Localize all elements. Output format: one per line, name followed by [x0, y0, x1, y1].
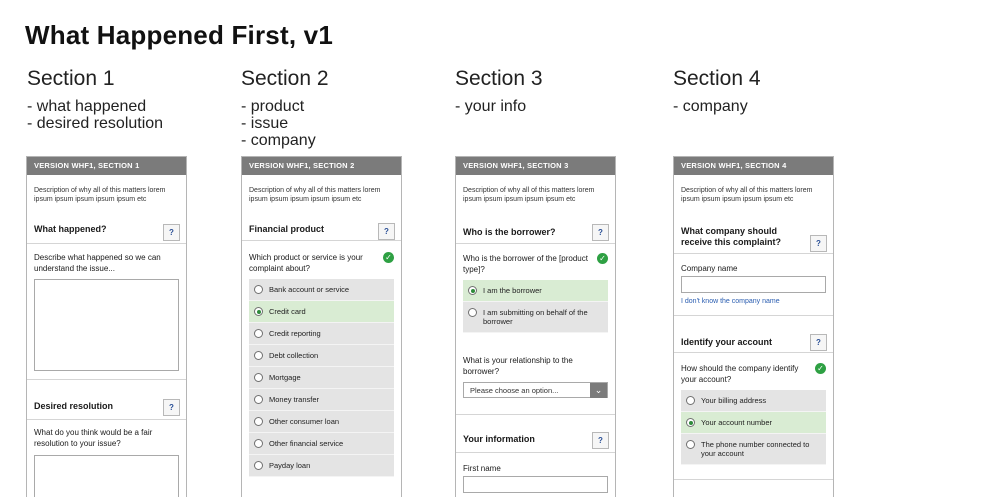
question-title: What company should receive this complaint?: [681, 226, 782, 247]
option-label: Your account number: [701, 418, 773, 427]
divider: [674, 315, 833, 316]
radio-icon: [468, 308, 477, 317]
question-title: Financial product: [249, 224, 325, 234]
question-prompt: What do you think would be a fair resolution to your issue?: [34, 428, 153, 448]
question-prompt-text: Which product or service is your complaint about?: [249, 253, 363, 273]
form-panel-section-3: [455, 156, 616, 497]
option-label: Other consumer loan: [269, 417, 340, 426]
radio-option-selected[interactable]: [249, 301, 394, 323]
check-icon: ✓: [383, 252, 394, 263]
help-button[interactable]: ?: [163, 224, 180, 241]
dont-know-company-link[interactable]: I don't know the company name: [681, 298, 780, 305]
section-1-heading: [27, 66, 237, 132]
panel-description: Description of why all of this matters lorem ipsum ipsum ipsum ipsum ipsum etc: [34, 187, 166, 203]
panel-description: Description of why all of this matters lorem ipsum ipsum ipsum ipsum ipsum etc: [681, 187, 813, 203]
panel-description: Description of why all of this matters lorem ipsum ipsum ipsum ipsum ipsum etc: [463, 187, 595, 203]
section-name: Section 1: [27, 67, 115, 90]
field-label: Company name: [681, 264, 738, 273]
question-title: Who is the borrower?: [463, 227, 556, 237]
help-button[interactable]: ?: [592, 432, 609, 449]
borrower-options: [463, 280, 608, 333]
account-options: [681, 390, 826, 465]
help-button[interactable]: ?: [810, 334, 827, 351]
divider: [456, 452, 615, 453]
question-prompt: What is your relationship to the borrower?: [463, 356, 573, 376]
divider: [27, 379, 186, 380]
question-prompt: [456, 253, 615, 275]
option-label: Credit card: [269, 307, 306, 316]
section-2-heading: [241, 66, 451, 149]
first-name-input[interactable]: [463, 476, 608, 493]
section-topic: - desired resolution: [27, 115, 164, 132]
question-prompt: Describe what happened so we can understand the issue...: [34, 253, 161, 273]
product-options: [249, 279, 394, 477]
radio-icon: [254, 417, 263, 426]
divider: [27, 419, 186, 420]
section-4-heading: [673, 66, 883, 115]
radio-option[interactable]: [249, 279, 394, 301]
radio-selected-icon: [468, 286, 477, 295]
radio-icon: [686, 396, 695, 405]
company-name-input[interactable]: [681, 276, 826, 293]
option-label: Your billing address: [701, 396, 767, 405]
option-label: Debt collection: [269, 351, 319, 360]
check-icon: ✓: [597, 253, 608, 264]
question-title: Identify your account: [681, 337, 773, 347]
divider: [242, 240, 401, 241]
section-name: Section 3: [455, 67, 543, 90]
radio-option[interactable]: [249, 367, 394, 389]
help-button[interactable]: ?: [592, 224, 609, 241]
radio-option[interactable]: [249, 455, 394, 477]
page-title: What Happened First, v1: [25, 20, 333, 50]
help-button[interactable]: ?: [163, 399, 180, 416]
divider: [456, 243, 615, 244]
question-prompt-text: Who is the borrower of the [product type]?: [463, 254, 588, 274]
option-label: I am submitting on behalf of the borrower: [483, 308, 588, 326]
radio-icon: [254, 351, 263, 360]
relationship-select[interactable]: [463, 382, 608, 398]
radio-option-selected[interactable]: [681, 412, 826, 434]
section-name: Section 2: [241, 67, 329, 90]
divider: [456, 414, 615, 415]
question-title: Your information: [463, 434, 535, 444]
divider: [27, 243, 186, 244]
section-topic: - company: [241, 132, 316, 149]
section-name: Section 4: [673, 67, 761, 90]
option-label: Payday loan: [269, 461, 311, 470]
radio-option[interactable]: [681, 390, 826, 412]
field-label: First name: [463, 464, 501, 473]
radio-option[interactable]: [681, 434, 826, 465]
question-title-text: Desired resolution: [34, 401, 114, 411]
panel-header: VERSION WHF1, SECTION 1: [27, 157, 186, 175]
radio-icon: [254, 329, 263, 338]
question-prompt-text: How should the company identify your account?: [681, 364, 799, 384]
option-label: Bank account or service: [269, 285, 350, 294]
option-label: The phone number connected to your account: [701, 440, 810, 458]
radio-option[interactable]: [249, 411, 394, 433]
desired-resolution-textarea[interactable]: [34, 455, 179, 497]
check-icon: ✓: [815, 363, 826, 374]
section-topic: - your info: [455, 98, 527, 115]
radio-option[interactable]: [249, 433, 394, 455]
form-panel-section-1: [26, 156, 187, 497]
question-prompt: [242, 252, 401, 274]
panel-header: VERSION WHF1, SECTION 4: [674, 157, 833, 175]
divider: [674, 253, 833, 254]
chevron-down-icon: ⌄: [590, 383, 607, 398]
section-topic: - product: [241, 98, 305, 115]
option-label: I am the borrower: [483, 286, 542, 295]
radio-icon: [686, 440, 695, 449]
panel-header: VERSION WHF1, SECTION 3: [456, 157, 615, 175]
question-title-text: What happened?: [34, 224, 107, 234]
radio-option[interactable]: [463, 302, 608, 333]
radio-selected-icon: [686, 418, 695, 427]
radio-option-selected[interactable]: [463, 280, 608, 302]
radio-icon: [254, 439, 263, 448]
radio-icon: [254, 285, 263, 294]
section-3-heading: [455, 66, 665, 115]
radio-selected-icon: [254, 307, 263, 316]
select-placeholder: Please choose an option...: [470, 386, 559, 395]
radio-icon: [254, 395, 263, 404]
option-label: Other financial service: [269, 439, 344, 448]
section-topic: - company: [673, 98, 748, 115]
radio-option[interactable]: [249, 323, 394, 345]
section-topic: - issue: [241, 115, 289, 132]
option-label: Mortgage: [269, 373, 301, 382]
form-panel-section-4: [673, 156, 834, 497]
radio-option[interactable]: [249, 389, 394, 411]
form-panel-section-2: [241, 156, 402, 497]
option-label: Credit reporting: [269, 329, 321, 338]
question-prompt: [674, 363, 833, 385]
panel-header: VERSION WHF1, SECTION 2: [242, 157, 401, 175]
panel-description: Description of why all of this matters lorem ipsum ipsum ipsum ipsum ipsum etc: [249, 187, 381, 203]
section-topic: - what happened: [27, 98, 147, 115]
option-label: Money transfer: [269, 395, 320, 404]
radio-icon: [254, 373, 263, 382]
help-button[interactable]: ?: [810, 235, 827, 252]
radio-option[interactable]: [249, 345, 394, 367]
divider: [674, 352, 833, 353]
what-happened-textarea[interactable]: [34, 279, 179, 371]
help-button[interactable]: ?: [378, 223, 395, 240]
radio-icon: [254, 461, 263, 470]
